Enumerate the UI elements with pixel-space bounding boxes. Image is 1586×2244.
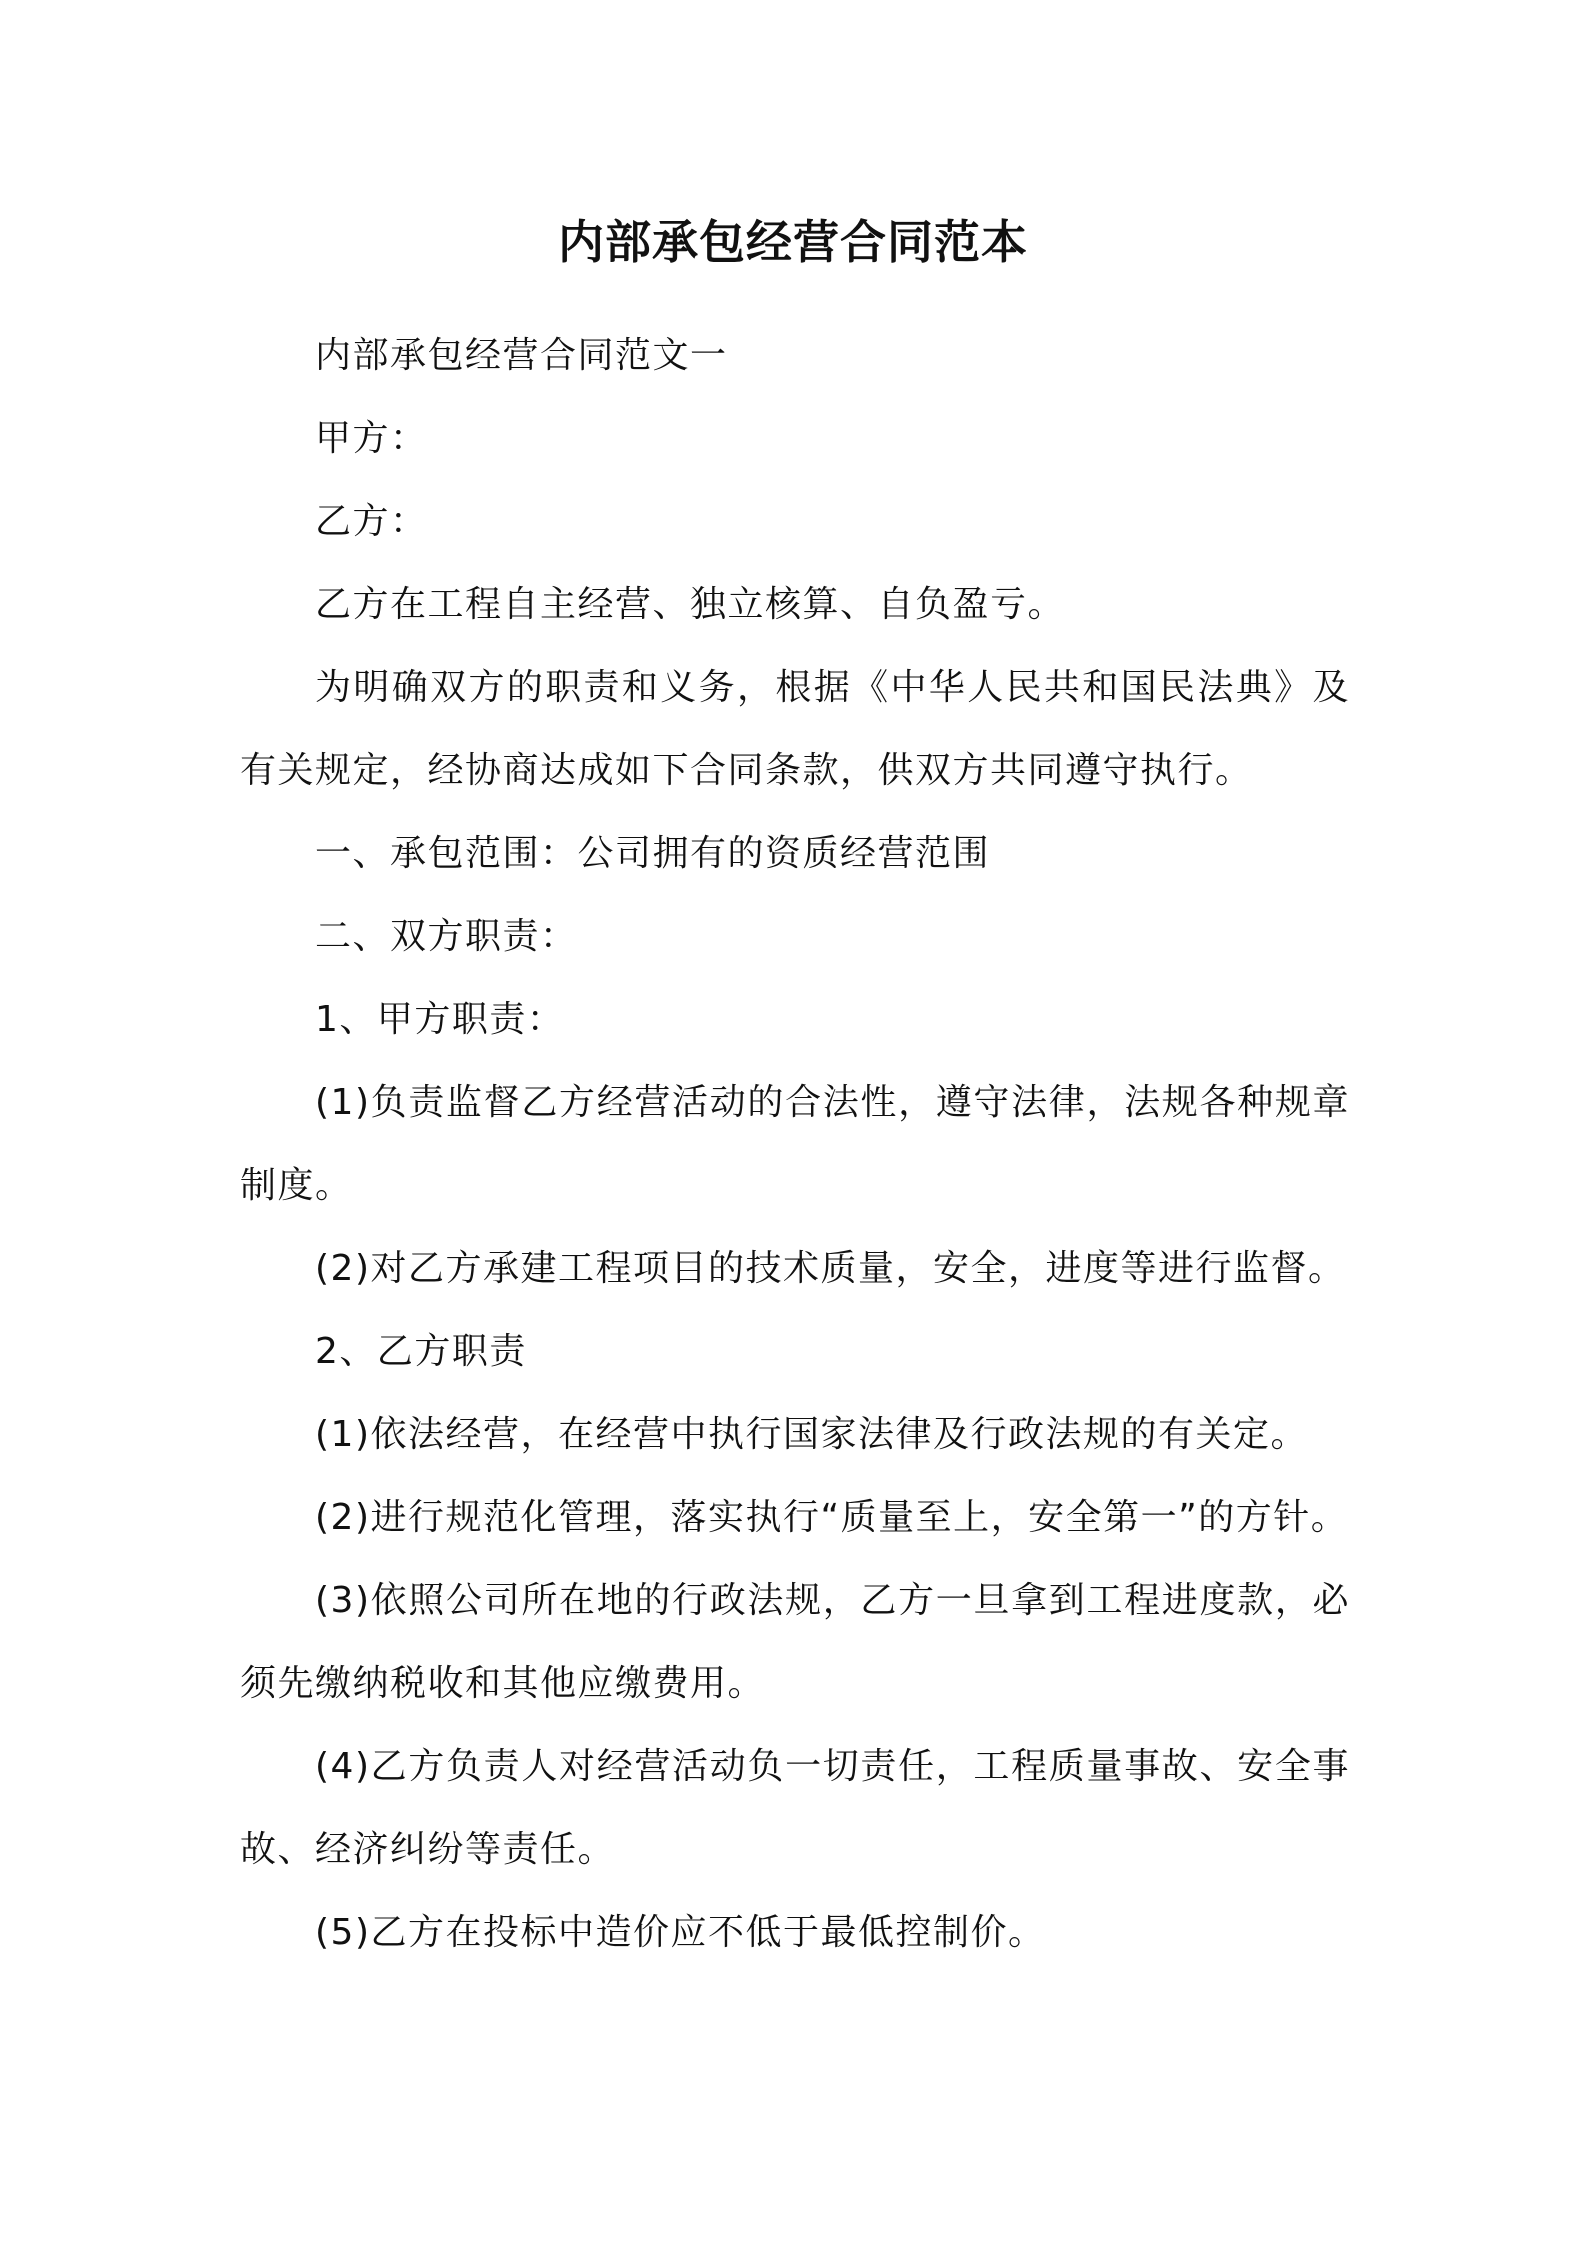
paragraph-purpose: 为明确双方的职责和义务，根据《中华人民共和国民法典》及有关规定，经协商达成如下合同条款，供双方共同遵守执行。 <box>240 667 1350 791</box>
paragraph-party-b: 乙方： <box>315 501 428 542</box>
paragraph-party-b-duty-2: (2)进行规范化管理，落实执行“质量至上，安全第一”的方针。 <box>315 1497 1349 1538</box>
paragraph-party-b-duty-5: (5)乙方在投标中造价应不低于最低控制价。 <box>315 1912 1046 1953</box>
paragraph-party-b-duties-heading: 2、乙方职责 <box>315 1331 527 1372</box>
paragraph-party-a: 甲方： <box>315 418 428 459</box>
paragraph-sample-heading: 内部承包经营合同范文一 <box>315 335 728 376</box>
paragraph-party-b-independence: 乙方在工程自主经营、独立核算、自负盈亏。 <box>315 584 1066 625</box>
paragraph-party-b-duty-1: (1)依法经营，在经营中执行国家法律及行政法规的有关定。 <box>315 1414 1308 1455</box>
paragraph-party-a-duties-heading: 1、甲方职责： <box>315 999 565 1040</box>
paragraph-party-b-duty-3: (3)依照公司所在地的行政法规，乙方一旦拿到工程进度款，必须先缴纳税收和其他应缴费用。 <box>240 1580 1350 1704</box>
paragraph-party-a-duty-2: (2)对乙方承建工程项目的技术质量，安全，进度等进行监督。 <box>315 1248 1346 1289</box>
document-title: 内部承包经营合同范本 <box>558 215 1028 269</box>
paragraph-responsibilities-heading: 二、双方职责： <box>315 916 578 957</box>
paragraph-party-a-duty-1: (1)负责监督乙方经营活动的合法性，遵守法律，法规各种规章制度。 <box>240 1082 1350 1206</box>
document-body <box>240 314 1350 1974</box>
paragraph-party-b-duty-4: (4)乙方负责人对经营活动负一切责任，工程质量事故、安全事故、经济纠纷等责任。 <box>240 1746 1350 1870</box>
paragraph-scope: 一、承包范围：公司拥有的资质经营范围 <box>315 833 991 874</box>
